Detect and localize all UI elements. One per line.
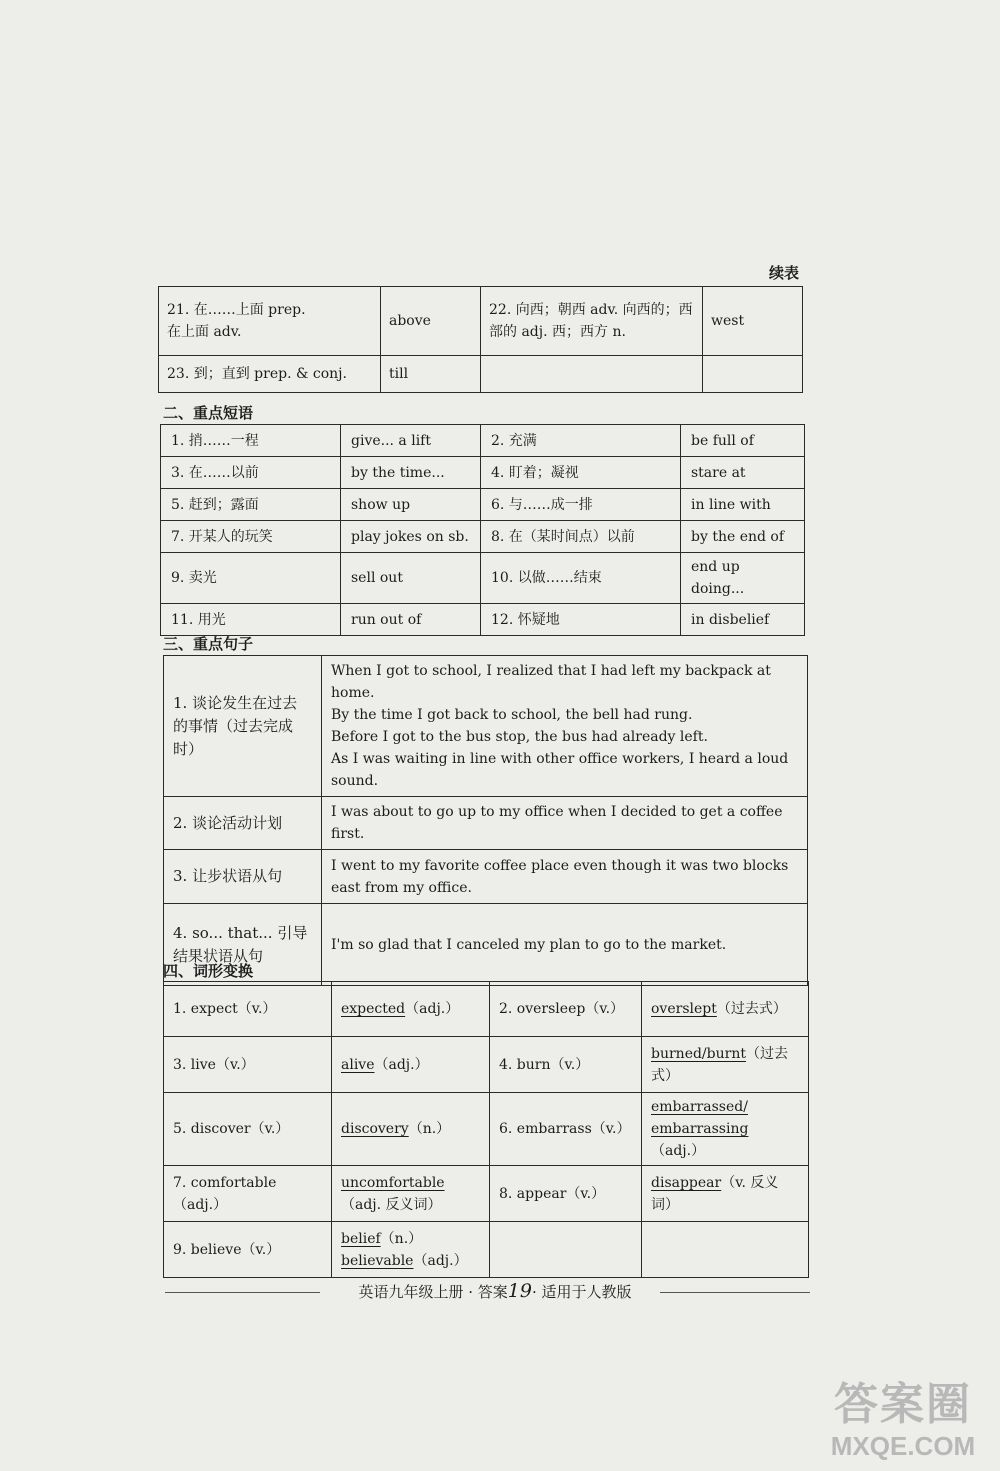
footer-title: 英语九年级上册 · 答案 [358, 1283, 508, 1301]
continue-label: 续表 [769, 264, 800, 282]
table-row [164, 797, 808, 850]
phrase-cn: 6. 与……成一排 [481, 489, 681, 521]
sentence-label: 1. 谈论发生在过去的事情（过去完成时） [164, 656, 322, 797]
vocab-cell: 23. 到；直到 prep. & conj. [159, 356, 381, 393]
wordform-base [164, 1037, 332, 1093]
table-row [164, 904, 808, 986]
phrase-cn: 3. 在……以前 [161, 457, 341, 489]
phrase-en: by the end of [681, 521, 805, 553]
phrase-cn: 2. 充满 [481, 425, 681, 457]
pos: （过去式） [651, 1045, 788, 1084]
base-word: 8. appear [499, 1185, 567, 1202]
base-word: 6. embarrass [499, 1121, 592, 1137]
pos: （adj.） [413, 1252, 468, 1269]
sentence-text: I'm so glad that I canceled my plan to go to the market. [322, 904, 808, 986]
wordforms-table [163, 981, 809, 1278]
pos: （adj.） [173, 1196, 228, 1213]
phrase-en: by the time... [341, 457, 481, 489]
table-row [159, 287, 803, 356]
page-footer [330, 1280, 660, 1302]
wordform-answer [642, 1037, 809, 1093]
phrase-cn: 4. 盯着；凝视 [481, 457, 681, 489]
pos: （v.） [241, 1241, 281, 1258]
base-word: 5. discover [173, 1121, 251, 1137]
table-row [164, 1222, 809, 1278]
phrase-en: be full of [681, 425, 805, 457]
answer: burned/burnt [651, 1045, 746, 1062]
sentences-table [163, 655, 808, 986]
sentence-label: 3. 让步状语从句 [164, 850, 322, 904]
vocab-cell: west [703, 287, 803, 356]
pos: （v. 反义词） [651, 1174, 779, 1213]
table-row [164, 1037, 809, 1093]
phrase-en: in line with [681, 489, 805, 521]
phrase-en: sell out [341, 553, 481, 604]
wordform-answer [642, 982, 809, 1037]
phrase-cn: 10. 以做……结束 [481, 553, 681, 604]
pos: （v.） [591, 1121, 631, 1137]
section-heading-sentences: 三、重点句子 [163, 635, 254, 653]
pos: （过去式） [716, 1001, 787, 1017]
sentence-label: 4. so... that... 引导结果状语从句 [164, 904, 322, 986]
watermark-url: MXQE.COM [830, 1431, 976, 1461]
sentence-label: 2. 谈论活动计划 [164, 797, 322, 850]
phrase-en: give... a lift [341, 425, 481, 457]
pos: （v.） [215, 1056, 255, 1073]
pos: （v.） [585, 1001, 625, 1017]
vocab-cell [481, 356, 703, 393]
wordform-base [490, 1093, 642, 1166]
page-number: 19 [507, 1280, 532, 1302]
wordform-base [490, 1222, 642, 1278]
watermark-logo [818, 1380, 988, 1462]
pos: （n.） [380, 1230, 423, 1247]
sentence-text: I was about to go up to my office when I decided to get a coffee first. [322, 797, 808, 850]
watermark-text: 答案圈 [834, 1379, 972, 1430]
base-word: 2. oversleep [499, 1001, 586, 1017]
wordform-base [490, 982, 642, 1037]
wordform-base [490, 1037, 642, 1093]
answer: uncomfortable [341, 1174, 445, 1191]
vocab-cell: 22. 向西；朝西 adv. 向西的；西部的 adj. 西；西方 n. [481, 287, 703, 356]
phrase-en: show up [341, 489, 481, 521]
phrase-en: play jokes on sb. [341, 521, 481, 553]
answer: embarrassed/ [651, 1099, 748, 1115]
wordform-base [164, 1166, 332, 1222]
wordform-base [164, 1093, 332, 1166]
wordform-answer [332, 1222, 490, 1278]
table-row [164, 1093, 809, 1166]
phrase-cn: 1. 捎……一程 [161, 425, 341, 457]
answer: overslept [651, 1001, 717, 1017]
section-heading-wordforms: 四、词形变换 [163, 962, 254, 980]
table-row [161, 553, 805, 604]
answer: disappear [651, 1174, 722, 1191]
answer: believable [341, 1252, 414, 1269]
pos: （n.） [408, 1121, 451, 1137]
vocab-cell: 21. 在……上面 prep. 在上面 adv. [159, 287, 381, 356]
table-row [161, 457, 805, 489]
answer: belief [341, 1230, 381, 1247]
table-row [161, 604, 805, 636]
phrase-en: stare at [681, 457, 805, 489]
wordform-answer [332, 982, 490, 1037]
base-word: 3. live [173, 1056, 216, 1073]
wordform-answer [332, 1166, 490, 1222]
table-row [161, 425, 805, 457]
phrase-cn: 12. 怀疑地 [481, 604, 681, 636]
pos: （adj.） [651, 1143, 706, 1159]
vocab-table [158, 286, 803, 393]
pos: （v.） [550, 1056, 590, 1073]
phrase-cn: 11. 用光 [161, 604, 341, 636]
answer: expected [341, 1001, 406, 1017]
sentence-text: When I got to school, I realized that I had left my backpack at home. By the time I got back to school, the bell had rung. Before I got to the bus stop, the bus had already left. As I was waiting in line with other office workers, I heard a loud sound. [322, 656, 808, 797]
table-row [161, 489, 805, 521]
pos: （v.） [237, 1001, 277, 1017]
wordform-answer [332, 1093, 490, 1166]
wordform-answer [642, 1166, 809, 1222]
pos: （adj.） [405, 1001, 460, 1017]
pos: （v.） [566, 1185, 606, 1202]
phrase-cn: 7. 开某人的玩笑 [161, 521, 341, 553]
footer-rule-left [165, 1292, 320, 1293]
footer-edition: · 适用于人教版 [531, 1283, 632, 1301]
base-word: 9. believe [173, 1241, 242, 1258]
wordform-answer [642, 1093, 809, 1166]
phrases-table [160, 424, 805, 636]
table-row [161, 521, 805, 553]
table-row [164, 850, 808, 904]
wordform-base [490, 1166, 642, 1222]
wordform-answer [332, 1037, 490, 1093]
table-row [164, 656, 808, 797]
table-row [159, 356, 803, 393]
wordform-base [164, 1222, 332, 1278]
answer: alive [341, 1056, 375, 1073]
phrase-cn: 5. 赶到；露面 [161, 489, 341, 521]
wordform-base [164, 982, 332, 1037]
footer-rule-right [660, 1292, 810, 1293]
wordform-answer [642, 1222, 809, 1278]
phrase-en: end up doing... [681, 553, 805, 604]
vocab-cell: till [381, 356, 481, 393]
pos: （adj.） [374, 1056, 429, 1073]
answer: discovery [341, 1121, 409, 1137]
vocab-cell: above [381, 287, 481, 356]
base-word: 1. expect [173, 1001, 238, 1017]
base-word: 7. comfortable [173, 1174, 277, 1191]
vocab-cell [703, 356, 803, 393]
pos: （adj. 反义词） [341, 1196, 442, 1213]
base-word: 4. burn [499, 1056, 551, 1073]
phrase-cn: 8. 在（某时间点）以前 [481, 521, 681, 553]
table-row [164, 1166, 809, 1222]
pos: （v.） [250, 1121, 290, 1137]
answer: embarrassing [651, 1121, 749, 1137]
phrase-cn: 9. 卖光 [161, 553, 341, 604]
table-row [164, 982, 809, 1037]
section-heading-phrases: 二、重点短语 [163, 404, 254, 422]
phrase-en: run out of [341, 604, 481, 636]
sentence-text: I went to my favorite coffee place even though it was two blocks east from my office. [322, 850, 808, 904]
phrase-en: in disbelief [681, 604, 805, 636]
